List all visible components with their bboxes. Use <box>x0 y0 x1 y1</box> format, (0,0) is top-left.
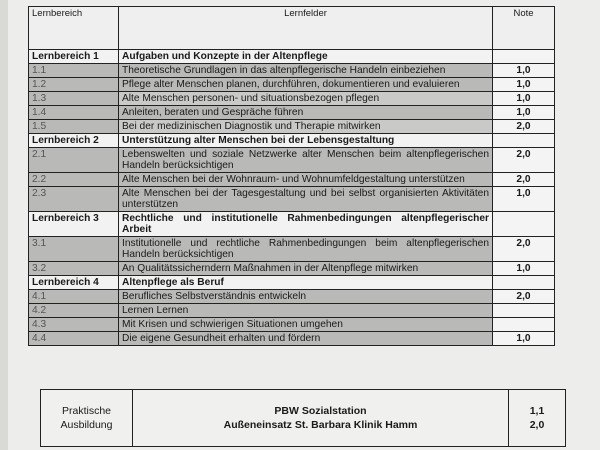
grade-note: 1,0 <box>493 187 555 212</box>
header-note: Note <box>493 7 555 50</box>
lernfeld-text: Lernen Lernen <box>119 304 493 318</box>
lernfeld-text: Alte Menschen personen- und situationsbezogen pflegen <box>119 92 493 106</box>
lernbereich-label: Lernbereich 4 <box>29 276 119 290</box>
grade-note: 1,0 <box>493 92 555 106</box>
lernfeld-number: 3.2 <box>29 262 119 276</box>
lernbereich-row <box>29 212 555 237</box>
lernbereich-label: Lernbereich 2 <box>29 134 119 148</box>
grade-note: 2,0 <box>493 290 555 304</box>
lernfeld-number: 2.2 <box>29 173 119 187</box>
grade-note <box>493 212 555 237</box>
table-header <box>29 7 555 50</box>
lernfeld-row <box>29 78 555 92</box>
grade-note <box>493 276 555 290</box>
lernfeld-number: 1.2 <box>29 78 119 92</box>
lernfeld-text: Lebenswelten und soziale Netzwerke alter Menschen beim altenpflegerischen Handeln berücksichtigen <box>119 148 493 173</box>
header-lernfelder: Lernfelder <box>119 7 493 50</box>
lernfeld-text: Alte Menschen bei der Tagesgestaltung und bei selbst organisierten Aktivitäten unterstützen <box>119 187 493 212</box>
lernfeld-text: An Qualitätssicherndern Maßnahmen in der Altenpflege mitwirken <box>119 262 493 276</box>
lernfeld-text: Mit Krisen und schwierigen Situationen umgehen <box>119 318 493 332</box>
lernfeld-row <box>29 173 555 187</box>
lernfeld-number: 1.1 <box>29 64 119 78</box>
practical-training-table <box>40 389 566 447</box>
lernfeld-number: 4.2 <box>29 304 119 318</box>
lernbereich-title: Unterstützung alter Menschen bei der Lebensgestaltung <box>119 134 493 148</box>
grade-note <box>493 50 555 64</box>
lernfeld-row <box>29 148 555 173</box>
lernfeld-row <box>29 304 555 318</box>
practical-place-line2: Außeneinsatz St. Barbara Klinik Hamm <box>223 419 418 431</box>
grade-note: 2,0 <box>493 173 555 187</box>
grade-note <box>493 304 555 318</box>
grade-note: 2,0 <box>493 237 555 262</box>
practical-training-label <box>41 390 133 447</box>
lernfeld-text: Bei der medizinischen Diagnostik und Therapie mitwirken <box>119 120 493 134</box>
lernfeld-row <box>29 64 555 78</box>
grade-note: 1,0 <box>493 332 555 346</box>
lernbereich-title: Altenpflege als Beruf <box>119 276 493 290</box>
practical-training-place <box>133 390 509 447</box>
lernfeld-text: Theoretische Grundlagen in das altenpflegerische Handeln einbeziehen <box>119 64 493 78</box>
lernfeld-number: 2.1 <box>29 148 119 173</box>
grade-note: 1,0 <box>493 78 555 92</box>
lernbereich-title: Aufgaben und Konzepte in der Altenpflege <box>119 50 493 64</box>
grades-table <box>28 6 555 346</box>
lernfeld-row <box>29 120 555 134</box>
lernfeld-number: 4.4 <box>29 332 119 346</box>
lernfeld-text: Alte Menschen bei der Wohnraum- und Wohnumfeldgestaltung unterstützen <box>119 173 493 187</box>
lernbereich-row <box>29 50 555 64</box>
lernbereich-row <box>29 134 555 148</box>
grade-note: 2,0 <box>493 120 555 134</box>
grade-note: 2,0 <box>493 148 555 173</box>
practical-label-line1: Praktische <box>61 405 112 417</box>
practical-label-line2: Ausbildung <box>60 419 113 431</box>
lernfeld-text: Die eigene Gesundheit erhalten und fördern <box>119 332 493 346</box>
grade-note: 1,0 <box>493 262 555 276</box>
lernfeld-row <box>29 318 555 332</box>
lernfeld-number: 3.1 <box>29 237 119 262</box>
lernbereich-title: Rechtliche und institutionelle Rahmenbedingungen altenpflegerischer Arbeit <box>119 212 493 237</box>
lernfeld-row <box>29 106 555 120</box>
lernfeld-number: 1.5 <box>29 120 119 134</box>
grade-note: 1,0 <box>493 106 555 120</box>
header-lernbereich: Lernbereich <box>29 7 119 50</box>
lernfeld-row <box>29 262 555 276</box>
grade-note <box>493 134 555 148</box>
lernfeld-row <box>29 332 555 346</box>
lernfeld-text: Pflege alter Menschen planen, durchführen, dokumentieren und evaluieren <box>119 78 493 92</box>
lernfeld-number: 1.3 <box>29 92 119 106</box>
lernbereich-label: Lernbereich 3 <box>29 212 119 237</box>
lernfeld-row <box>29 187 555 212</box>
lernfeld-number: 2.3 <box>29 187 119 212</box>
grade-note <box>493 318 555 332</box>
lernfeld-number: 4.3 <box>29 318 119 332</box>
lernbereich-row <box>29 276 555 290</box>
lernfeld-text: Berufliches Selbstverständnis entwickeln <box>119 290 493 304</box>
lernfeld-number: 1.4 <box>29 106 119 120</box>
lernbereich-label: Lernbereich 1 <box>29 50 119 64</box>
lernfeld-row <box>29 237 555 262</box>
practical-note-2: 2,0 <box>529 419 545 431</box>
lernfeld-row <box>29 92 555 106</box>
practical-training-notes <box>509 390 566 447</box>
lernfeld-text: Institutionelle und rechtliche Rahmenbedingungen beim altenpflegerischen Handeln berücksichtigen <box>119 237 493 262</box>
lernfeld-text: Anleiten, beraten und Gespräche führen <box>119 106 493 120</box>
practical-place-line1: PBW Sozialstation <box>274 405 367 417</box>
grade-note: 1,0 <box>493 64 555 78</box>
lernfeld-row <box>29 290 555 304</box>
lernfeld-number: 4.1 <box>29 290 119 304</box>
practical-note-1: 1,1 <box>529 405 545 417</box>
